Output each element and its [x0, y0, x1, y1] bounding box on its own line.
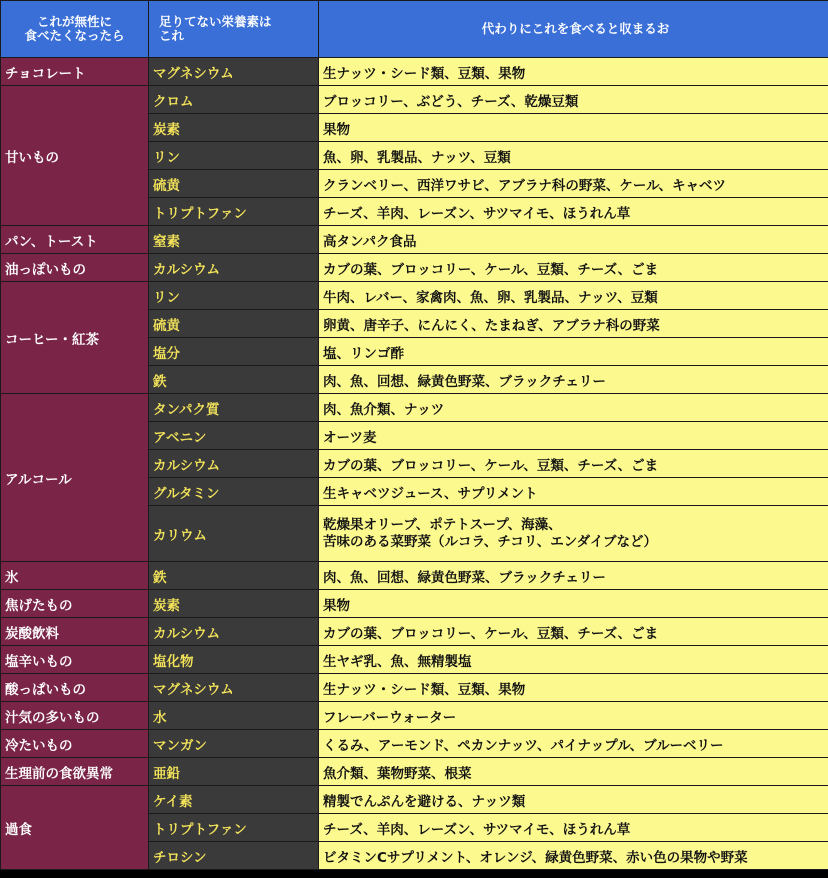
craving-cell: 甘いもの [1, 86, 149, 226]
foods-cell: カブの葉、ブロッコリー、ケール、豆類、チーズ、ごま [319, 618, 828, 646]
nutrient-cell: マグネシウム [149, 58, 319, 86]
craving-cell: パン、トースト [1, 226, 149, 254]
nutrient-cell: タンパク質 [149, 394, 319, 422]
nutrient-cell: チロシン [149, 842, 319, 870]
foods-cell: 生キャベツジュース、サプリメント [319, 478, 828, 506]
table-row [1, 590, 828, 618]
table-row [1, 58, 828, 86]
nutrient-cell: 硫黄 [149, 310, 319, 338]
nutrient-cell: カルシウム [149, 618, 319, 646]
table-row [1, 394, 828, 422]
craving-cell: 生理前の食欲異常 [1, 758, 149, 786]
foods-cell: 塩、リンゴ酢 [319, 338, 828, 366]
nutrient-cell: 水 [149, 702, 319, 730]
foods-cell: チーズ、羊肉、レーズン、サツマイモ、ほうれん草 [319, 814, 828, 842]
table-body [1, 58, 828, 870]
craving-cell: 氷 [1, 562, 149, 590]
header-craving: これが無性に 食べたくなったら [1, 1, 149, 58]
foods-cell: オーツ麦 [319, 422, 828, 450]
nutrient-cell: 鉄 [149, 562, 319, 590]
nutrient-cell: ケイ素 [149, 786, 319, 814]
table-row [1, 562, 828, 590]
nutrient-cell: 炭素 [149, 114, 319, 142]
foods-cell: カブの葉、ブロッコリー、ケール、豆類、チーズ、ごま [319, 254, 828, 282]
foods-cell: 生ヤギ乳、魚、無精製塩 [319, 646, 828, 674]
craving-cell: 油っぽいもの [1, 254, 149, 282]
table-row [1, 618, 828, 646]
nutrient-cell: カルシウム [149, 450, 319, 478]
nutrient-cell: カリウム [149, 506, 319, 562]
craving-cell: 焦げたもの [1, 590, 149, 618]
foods-cell: くるみ、アーモンド、ペカンナッツ、パイナップル、ブルーベリー [319, 730, 828, 758]
nutrient-cell: アベニン [149, 422, 319, 450]
header-foods: 代わりにこれを食べると収まるお [319, 1, 828, 58]
foods-cell: 牛肉、レバー、家禽肉、魚、卵、乳製品、ナッツ、豆類 [319, 282, 828, 310]
nutrient-cell: マグネシウム [149, 674, 319, 702]
nutrient-cell: マンガン [149, 730, 319, 758]
craving-cell: コーヒー・紅茶 [1, 282, 149, 394]
nutrient-cell: 炭素 [149, 590, 319, 618]
nutrient-cell: カルシウム [149, 254, 319, 282]
foods-cell: 魚、卵、乳製品、ナッツ、豆類 [319, 142, 828, 170]
foods-cell: カブの葉、ブロッコリー、ケール、豆類、チーズ、ごま [319, 450, 828, 478]
craving-cell: アルコール [1, 394, 149, 562]
table-row [1, 786, 828, 814]
foods-cell: 肉、魚、回想、緑黄色野菜、ブラックチェリー [319, 366, 828, 394]
foods-cell: 肉、魚、回想、緑黄色野菜、ブラックチェリー [319, 562, 828, 590]
foods-cell: 生ナッツ・シード類、豆類、果物 [319, 58, 828, 86]
nutrient-cell: トリプトファン [149, 814, 319, 842]
foods-cell: 精製でんぷんを避ける、ナッツ類 [319, 786, 828, 814]
craving-cell: 炭酸飲料 [1, 618, 149, 646]
foods-cell: 肉、魚介類、ナッツ [319, 394, 828, 422]
craving-cell: チョコレート [1, 58, 149, 86]
table-row [1, 282, 828, 310]
foods-cell: ブロッコリー、ぶどう、チーズ、乾燥豆類 [319, 86, 828, 114]
foods-cell: 魚介類、葉物野菜、根菜 [319, 758, 828, 786]
nutrient-cell: トリプトファン [149, 198, 319, 226]
header-nutrient: 足りてない栄養素は これ [149, 1, 319, 58]
header-row [1, 1, 828, 58]
table-row [1, 254, 828, 282]
craving-cell: 塩辛いもの [1, 646, 149, 674]
foods-cell: 乾燥果オリーブ、ポテトスープ、海藻、 苦味のある菜野菜（ルコラ、チコリ、エンダイブなど） [319, 506, 828, 562]
nutrient-cell: リン [149, 142, 319, 170]
nutrient-cell: クロム [149, 86, 319, 114]
foods-cell: ビタミンCサプリメント、オレンジ、緑黄色野菜、赤い色の果物や野菜 [319, 842, 828, 870]
table-row [1, 646, 828, 674]
nutrient-cell: 塩化物 [149, 646, 319, 674]
nutrient-cell: リン [149, 282, 319, 310]
table-row [1, 702, 828, 730]
nutrient-cell: 塩分 [149, 338, 319, 366]
foods-cell: クランベリー、西洋ワサビ、アブラナ科の野菜、ケール、キャベツ [319, 170, 828, 198]
nutrient-cell: 鉄 [149, 366, 319, 394]
craving-cell: 過食 [1, 786, 149, 870]
foods-cell: 卵黄、唐辛子、にんにく、たまねぎ、アブラナ科の野菜 [319, 310, 828, 338]
craving-cell: 酸っぱいもの [1, 674, 149, 702]
table-row [1, 758, 828, 786]
nutrient-cell: 硫黄 [149, 170, 319, 198]
foods-cell: 果物 [319, 114, 828, 142]
table-row [1, 674, 828, 702]
craving-cell: 汁気の多いもの [1, 702, 149, 730]
table-row [1, 226, 828, 254]
table-row [1, 86, 828, 114]
nutrient-cell: 亜鉛 [149, 758, 319, 786]
nutrient-cell: 窒素 [149, 226, 319, 254]
foods-cell: フレーバーウォーター [319, 702, 828, 730]
table-row [1, 730, 828, 758]
foods-cell: 果物 [319, 590, 828, 618]
foods-cell: 生ナッツ・シード類、豆類、果物 [319, 674, 828, 702]
foods-cell: チーズ、羊肉、レーズン、サツマイモ、ほうれん草 [319, 198, 828, 226]
nutrient-cell: グルタミン [149, 478, 319, 506]
craving-cell: 冷たいもの [1, 730, 149, 758]
foods-cell: 高タンパク食品 [319, 226, 828, 254]
